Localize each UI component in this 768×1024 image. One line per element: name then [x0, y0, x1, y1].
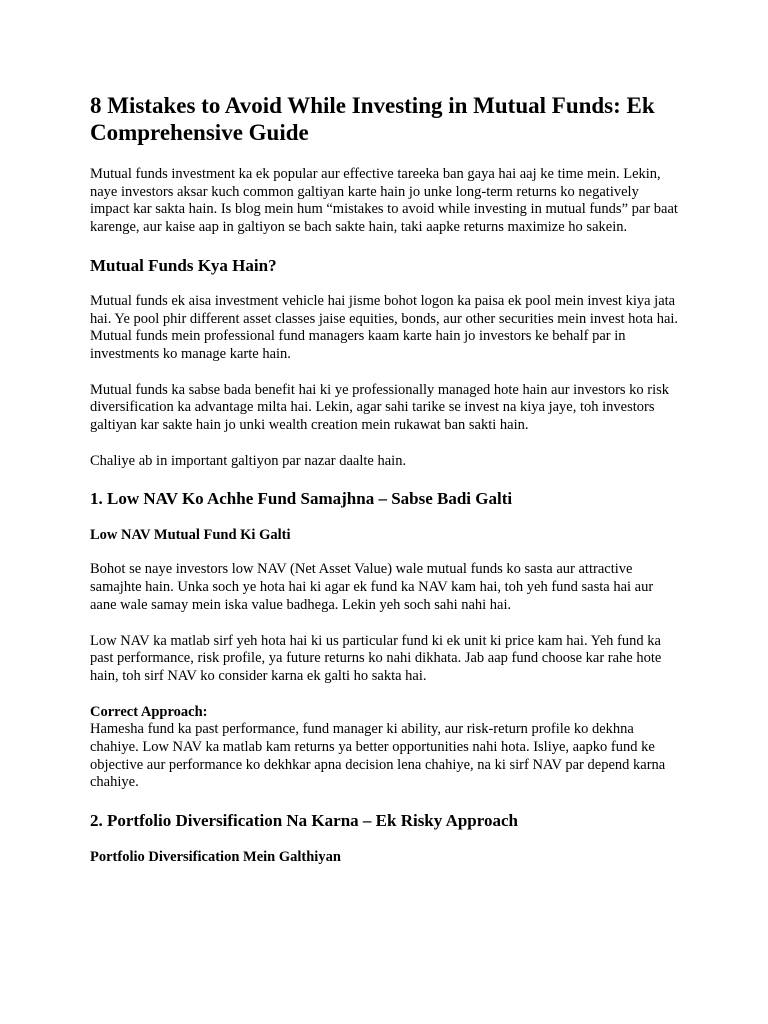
correct-approach-text: Hamesha fund ka past performance, fund manager ki ability, aur risk-return profile ko dekhna chahiye. Low NAV ka matlab kam returns ya better opportunities nahi hota. Isliye, aapko fund ke objective aur performance ko dekhkar apna decision lena chahiye, na ki sirf NAV par depend karna chahiye. [90, 721, 666, 791]
mistake-1-paragraph-1: Bohot se naye investors low NAV (Net Asset Value) wale mutual funds ko sasta aur attractive samajhte hain. Unka soch ye hota hai ki agar ek fund ka NAV kam hai, toh yeh fund sasta hai aur aane wale samay mein iska value badhega. Lekin yeh soch sahi nahi hai. [90, 561, 654, 613]
subheading-mistake-1: Low NAV Mutual Fund Ki Galti [90, 527, 291, 544]
subheading-mistake-2: Portfolio Diversification Mein Galthiyan [90, 849, 341, 866]
mistake-1-paragraph-2: Low NAV ka matlab sirf yeh hota hai ki us particular fund ki ek unit ki price kam hai. Yeh fund ka past performance, risk profile, ya future returns ko nahi dikhata. Jab aap fund choose kar rahe hote hain, toh sirf NAV ko consider karna ek galti ho sakta hai. [90, 632, 662, 684]
correct-approach-label: Correct Approach: [90, 703, 208, 720]
correct-approach-block [90, 704, 680, 793]
what-paragraph-3: Chaliye ab in important galtiyon par nazar daalte hain. [90, 452, 407, 469]
section-heading-mistake-2: 2. Portfolio Diversification Na Karna – Ek Risky Approach [90, 811, 518, 831]
what-paragraph-2: Mutual funds ka sabse bada benefit hai ki ye professionally managed hote hain aur investors ko risk diversification ka advantage milta hai. Lekin, agar sahi tarike se invest na kiya jaye, toh investors galtiyan kar sakte hain jo unki wealth creation mein rukawat ban sakti hain. [90, 381, 670, 434]
what-paragraph-1: Mutual funds ek aisa investment vehicle hai jisme bohot logon ka paisa ek pool mein invest kiya jata hai. Ye pool phir different asset classes jaise equities, bonds, aur other securities mein invest hota hai. Mutual funds mein professional fund managers kaam karte hain jo investors ke behalf par in investments ko manage karte hain. [90, 292, 679, 362]
section-heading-mistake-1: 1. Low NAV Ko Achhe Fund Samajhna – Sabse Badi Galti [90, 489, 513, 509]
document-title: 8 Mistakes to Avoid While Investing in Mutual Funds: Ek Comprehensive Guide [90, 93, 655, 145]
section-heading-what-are-mutual-funds: Mutual Funds Kya Hain? [90, 255, 277, 275]
intro-paragraph: Mutual funds investment ka ek popular aur effective tareeka ban gaya hai aaj ke time mein. Lekin, naye investors aksar kuch common galtiyan karte hain jo unke long-term returns ko negatively impact kar sakta hain. Is blog mein hum “mistakes to avoid while investing in mutual funds” par baat karenge, aur kaise aap in galtiyon se bach sakte hain, taki aapke returns maximize ho sakein. [90, 166, 678, 236]
